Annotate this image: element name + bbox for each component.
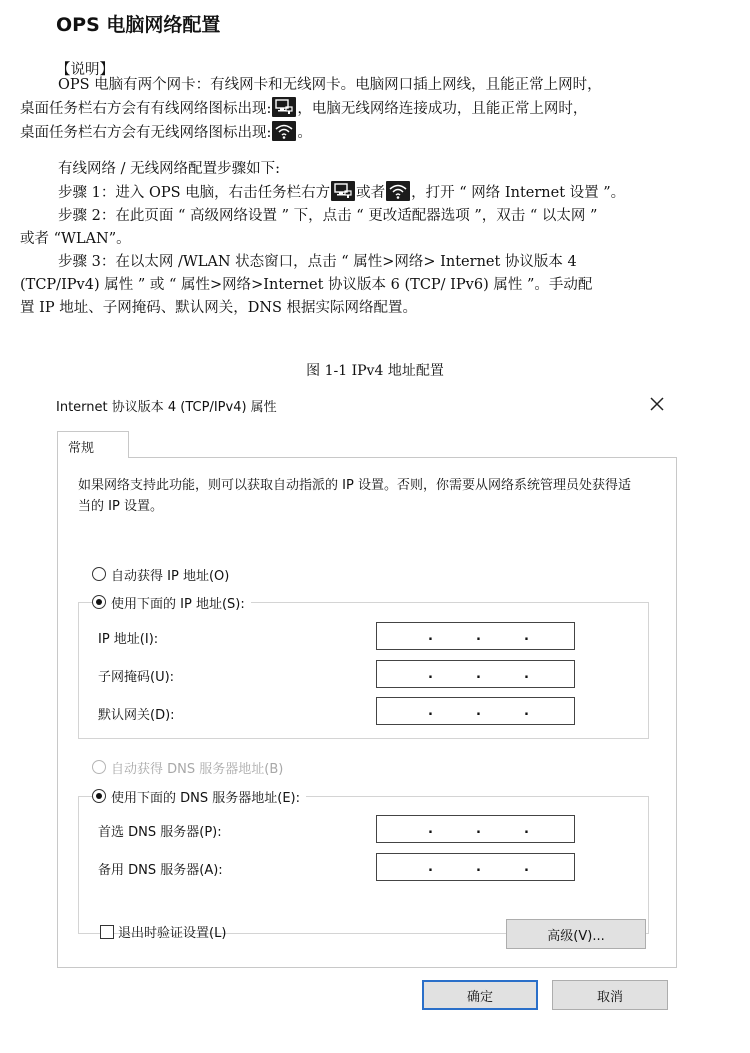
- step-3-line-1: 步骤 3：在以太网 /WLAN 状态窗口，点击 “ 属性>网络> Internet 协议版本 4: [58, 254, 577, 270]
- octet-separator: .: [428, 629, 433, 644]
- subnet-mask-input[interactable]: [376, 660, 575, 688]
- step-3-line-2: (TCP/IPv4) 属性 ” 或 “ 属性>网络>Internet 协议版本 6 (TCP/ IPv6) 属性 ”。手动配: [20, 277, 593, 293]
- ip-address-label: IP 地址(I):: [98, 632, 159, 647]
- steps-paragraph: [20, 158, 732, 320]
- octet-separator: .: [428, 860, 433, 875]
- step-1-text-c: ，打开 “ 网络 Internet 设置 ”。: [411, 185, 626, 201]
- validate-on-exit-checkbox[interactable]: [100, 925, 114, 939]
- cancel-button[interactable]: 取消: [552, 980, 668, 1010]
- validate-on-exit-row[interactable]: [100, 922, 226, 941]
- ok-button[interactable]: 确定: [422, 980, 538, 1010]
- dns-manual-radio-row[interactable]: [92, 786, 306, 806]
- figure-caption: 图 1-1 IPv4 地址配置: [306, 363, 444, 379]
- alternate-dns-input[interactable]: [376, 853, 575, 881]
- octet-separator: .: [476, 629, 481, 644]
- close-icon[interactable]: [645, 392, 669, 416]
- steps-heading: 有线网络 / 无线网络配置步骤如下:: [58, 161, 280, 177]
- octet-separator: .: [524, 822, 529, 837]
- step-2-line-1: 步骤 2：在此页面 “ 高级网络设置 ” 下，点击 “ 更改适配器选项 ”，双击 “ 以太网 ”: [58, 208, 598, 224]
- intro-line-3a: 桌面任务栏右方会有无线网络图标出现:: [20, 125, 272, 141]
- preferred-dns-input[interactable]: [376, 815, 575, 843]
- intro-paragraph: [20, 74, 732, 145]
- octet-separator: .: [476, 860, 481, 875]
- dns-auto-label: 自动获得 DNS 服务器地址(B): [111, 761, 284, 777]
- wifi-icon: [272, 121, 296, 141]
- octet-separator: .: [476, 704, 481, 719]
- section-label: 【说明】: [56, 62, 114, 78]
- intro-line-1: OPS 电脑有两个网卡：有线网卡和无线网卡。电脑网口插上网线，且能正常上网时，: [58, 77, 602, 93]
- wired-network-icon: [272, 97, 296, 117]
- gateway-label: 默认网关(D):: [98, 708, 175, 723]
- octet-separator: .: [476, 667, 481, 682]
- ip-manual-label: 使用下面的 IP 地址(S):: [111, 596, 245, 612]
- dns-manual-radio[interactable]: [92, 789, 106, 803]
- ip-manual-radio[interactable]: [92, 595, 106, 609]
- tab-general[interactable]: 常规: [57, 431, 129, 458]
- ip-auto-radio-row[interactable]: [92, 564, 235, 584]
- intro-line-3b: 。: [297, 125, 312, 141]
- octet-separator: .: [524, 667, 529, 682]
- dns-manual-label: 使用下面的 DNS 服务器地址(E):: [111, 790, 300, 806]
- advanced-button[interactable]: 高级(V)...: [506, 919, 646, 949]
- step-1-text-a: 步骤 1：进入 OPS 电脑，右击任务栏右方: [58, 185, 331, 201]
- dialog-description: 如果网络支持此功能，则可以获取自动指派的 IP 设置。否则，你需要从网络系统管理员处获得适当的 IP 设置。: [78, 478, 631, 514]
- step-1-text-b: 或者: [356, 185, 386, 201]
- dns-auto-radio-row[interactable]: [92, 757, 289, 777]
- alternate-dns-label: 备用 DNS 服务器(A):: [98, 863, 223, 878]
- dns-auto-radio[interactable]: [92, 760, 106, 774]
- dialog-title: Internet 协议版本 4 (TCP/IPv4) 属性: [56, 400, 277, 415]
- document-title: OPS 电脑网络配置: [56, 14, 221, 36]
- octet-separator: .: [428, 704, 433, 719]
- intro-line-2a: 桌面任务栏右方会有有线网络图标出现:: [20, 101, 272, 117]
- gateway-input[interactable]: [376, 697, 575, 725]
- ipv4-properties-dialog: [52, 388, 697, 1020]
- octet-separator: .: [476, 822, 481, 837]
- octet-separator: .: [524, 860, 529, 875]
- ip-address-input[interactable]: [376, 622, 575, 650]
- preferred-dns-label: 首选 DNS 服务器(P):: [98, 825, 222, 840]
- ip-auto-radio[interactable]: [92, 567, 106, 581]
- subnet-mask-label: 子网掩码(U):: [98, 670, 175, 685]
- intro-line-2b: ，电脑无线网络连接成功，且能正常上网时，: [297, 101, 588, 117]
- ip-manual-radio-row[interactable]: [92, 592, 251, 612]
- wifi-icon: [386, 181, 410, 201]
- wired-network-icon: [331, 181, 355, 201]
- octet-separator: .: [524, 704, 529, 719]
- octet-separator: .: [428, 822, 433, 837]
- ip-auto-label: 自动获得 IP 地址(O): [111, 568, 230, 584]
- step-3-line-3: 置 IP 地址、子网掩码、默认网关，DNS 根据实际网络配置。: [20, 300, 418, 316]
- octet-separator: .: [428, 667, 433, 682]
- octet-separator: .: [524, 629, 529, 644]
- step-2-line-2: 或者 “WLAN”。: [20, 231, 131, 247]
- validate-on-exit-label: 退出时验证设置(L): [118, 926, 227, 941]
